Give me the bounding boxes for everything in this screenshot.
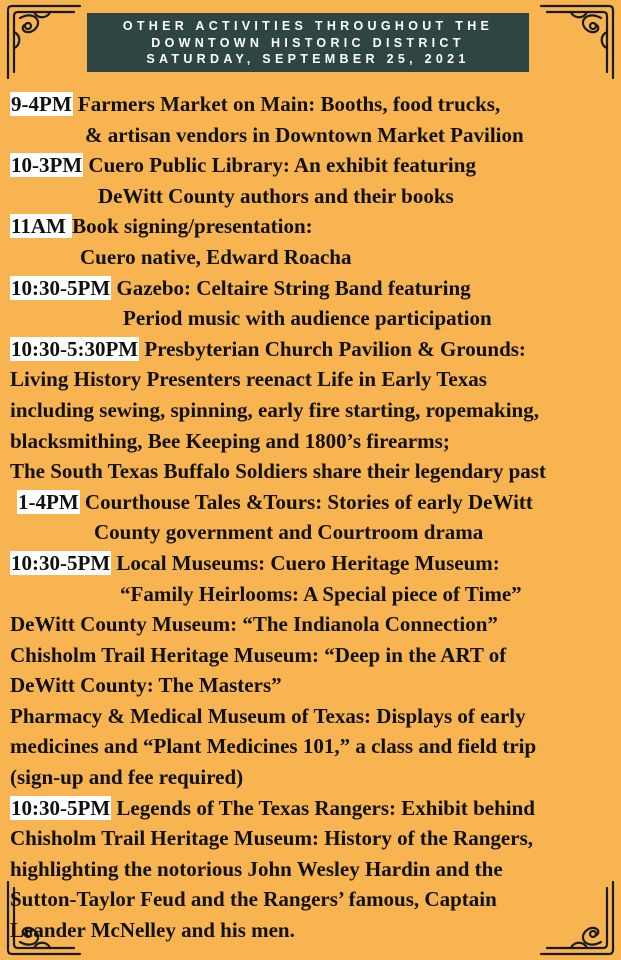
event-line: County government and Courtroom drama <box>94 520 484 545</box>
event-line: “Family Heirlooms: A Special piece of Time” <box>120 581 522 606</box>
event-line <box>10 334 616 365</box>
header-banner <box>87 13 529 72</box>
event-line: DeWitt County Museum: “The Indianola Connection” <box>10 612 498 637</box>
event-line: Leander McNelley and his men. <box>10 918 295 943</box>
event-line: Sutton-Taylor Feud and the Rangers’ famous, Captain <box>10 887 497 912</box>
event-line <box>10 89 616 120</box>
event-line <box>10 548 616 579</box>
event-line: Living History Presenters reenact Life in Early Texas <box>10 367 487 392</box>
time-label: 10:30-5PM <box>11 550 111 575</box>
time-label: 10-3PM <box>11 153 83 178</box>
event-line: DeWitt County authors and their books <box>98 183 454 208</box>
event-line <box>10 211 616 242</box>
event-title: Cuero Public Library: An exhibit featuring <box>83 153 476 178</box>
event-title: Farmers Market on Main: Booths, food trucks, <box>72 92 501 116</box>
event-line: Chisholm Trail Heritage Museum: History of the Rangers, <box>10 826 534 851</box>
corner-flourish-icon <box>4 2 84 82</box>
header-date: SATURDAY, SEPTEMBER 25, 2021 <box>146 52 470 66</box>
event-line: medicines and “Plant Medicines 101,” a class and field trip <box>10 734 537 759</box>
time-label: 10:30-5PM <box>11 275 111 300</box>
event-title: Presbyterian Church Pavilion & Grounds: <box>139 336 526 361</box>
schedule-list <box>10 89 616 946</box>
time-label: 10:30-5PM <box>11 795 111 820</box>
event-line: & artisan vendors in Downtown Market Pavilion <box>85 122 524 147</box>
event-line: The South Texas Buffalo Soldiers share their legendary past <box>10 459 546 484</box>
event-title: Courthouse Tales &Tours: Stories of early DeWitt <box>79 489 533 514</box>
event-title: Book signing/presentation: <box>72 214 313 239</box>
event-line: Pharmacy & Medical Museum of Texas: Displays of early <box>10 703 526 728</box>
corner-flourish-icon <box>537 2 617 82</box>
header-line: OTHER ACTIVITIES THROUGHOUT THE <box>122 19 494 33</box>
time-label: 9-4PM <box>11 92 72 116</box>
event-title: Legends of The Texas Rangers: Exhibit behind <box>111 795 535 820</box>
event-line: Period music with audience participation <box>123 306 492 331</box>
time-label: 11AM <box>11 214 72 239</box>
time-label: 10:30-5:30PM <box>11 336 139 361</box>
event-line <box>10 273 616 304</box>
event-line: highlighting the notorious John Wesley Hardin and the <box>10 856 503 881</box>
event-line: DeWitt County: The Masters” <box>10 673 282 698</box>
time-label: 1-4PM <box>18 489 79 514</box>
header-line: DOWNTOWN HISTORIC DISTRICT <box>151 35 465 50</box>
event-line: Chisholm Trail Heritage Museum: “Deep in the ART of <box>10 642 507 667</box>
event-line: blacksmithing, Bee Keeping and 1800’s firearms; <box>10 428 450 453</box>
event-line <box>10 793 616 824</box>
event-line <box>10 150 616 181</box>
event-title: Local Museums: Cuero Heritage Museum: <box>111 550 500 575</box>
event-line: including sewing, spinning, early fire starting, ropemaking, <box>10 397 539 422</box>
event-line <box>10 487 616 518</box>
event-line: Cuero native, Edward Roacha <box>80 244 352 269</box>
event-title: Gazebo: Celtaire String Band featuring <box>111 275 471 300</box>
event-line: (sign-up and fee required) <box>10 765 244 790</box>
